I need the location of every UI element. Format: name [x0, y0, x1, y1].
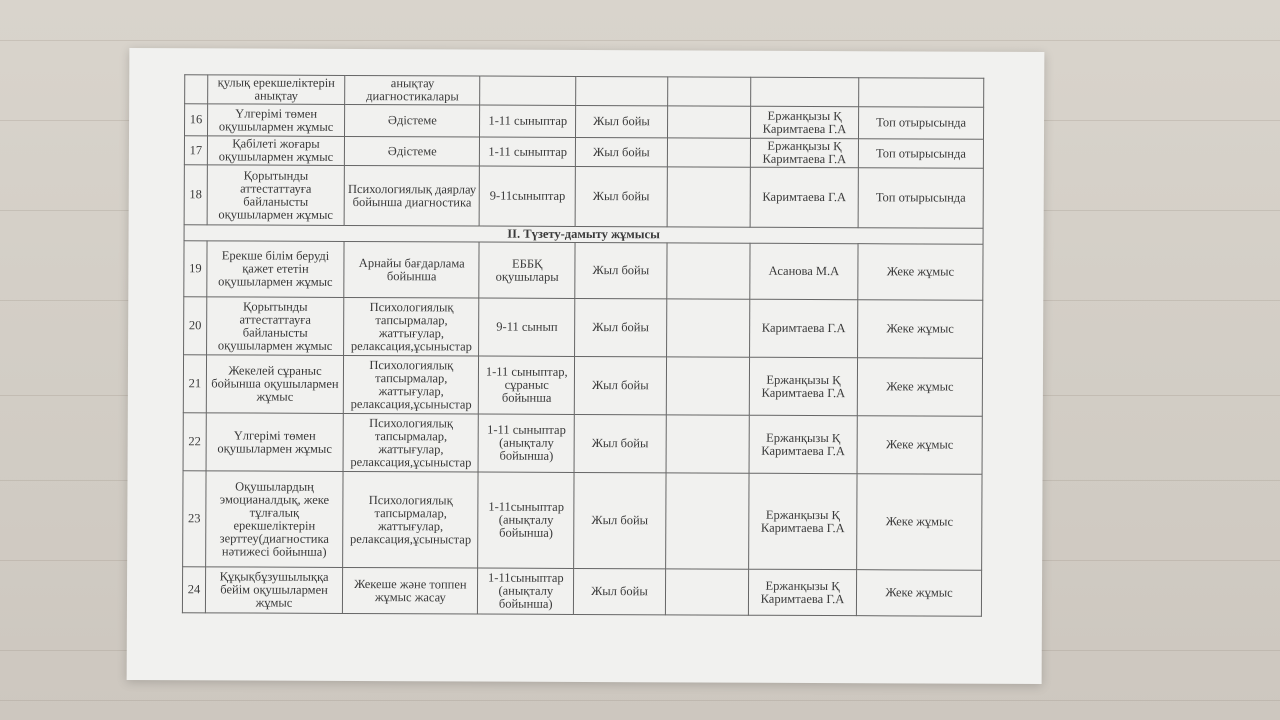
- table-row: [184, 297, 983, 358]
- responsible-cell: Ержанқызы Қ Каримтаева Г.А: [748, 569, 856, 615]
- empty-cell: [667, 77, 750, 106]
- timeframe-cell: Жыл бойы: [574, 568, 666, 614]
- responsible-cell: Каримтаева Г.А: [749, 299, 857, 357]
- note-cell: Жеке жұмыс: [857, 474, 982, 571]
- timeframe-cell: Жыл бойы: [575, 242, 667, 298]
- row-number: 22: [183, 413, 206, 471]
- responsible-cell: Ержанқызы Қ Каримтаева Г.А: [750, 106, 858, 138]
- note-cell: Жеке жұмыс: [858, 300, 983, 359]
- target-group-cell: 1-11сыныптар (анықталу бойынша): [478, 472, 574, 568]
- table-row: [184, 136, 983, 168]
- empty-cell: [667, 138, 750, 167]
- target-group-cell: 9-11 сынып: [479, 298, 575, 356]
- target-group-cell: 9-11сыныптар: [480, 166, 576, 226]
- work-form-cell: Жекеше және топпен жұмыс жасау: [343, 567, 478, 614]
- timeframe-cell: Жыл бойы: [574, 356, 666, 414]
- table-row: [182, 567, 981, 616]
- timeframe-cell: [576, 76, 668, 105]
- row-number: [185, 75, 208, 104]
- timeframe-cell: Жыл бойы: [574, 472, 666, 568]
- responsible-cell: Ержанқызы Қ Каримтаева Г.А: [749, 357, 857, 415]
- note-cell: Топ отырысында: [858, 139, 983, 169]
- target-group-cell: 1-11 сыныптар: [480, 137, 576, 166]
- table-body-part-2: [182, 241, 983, 616]
- target-group-cell: 1-11 сыныптар, сұраныс бойынша: [479, 356, 575, 414]
- responsible-cell: Ержанқызы Қ Каримтаева Г.А: [749, 415, 857, 473]
- row-number: 24: [182, 567, 205, 613]
- work-topic-cell: Ерекше білім беруді қажет ететін оқушылармен жұмыс: [207, 241, 345, 298]
- work-topic-cell: Үлгерімі төмен оқушылармен жұмыс: [207, 104, 344, 137]
- empty-cell: [666, 415, 749, 473]
- plan-table: [182, 74, 984, 616]
- document-page: [127, 48, 1045, 684]
- timeframe-cell: Жыл бойы: [574, 414, 666, 472]
- work-topic-cell: Жекелей сұраныс бойынша оқушылармен жұмыс: [206, 355, 344, 414]
- work-topic-cell: Қорытынды аттестаттауға байланысты оқушылармен жұмыс: [207, 165, 345, 226]
- responsible-cell: Ержанқызы Қ Каримтаева Г.А: [750, 138, 858, 167]
- note-cell: Топ отырысында: [859, 107, 984, 140]
- responsible-cell: Асанова М.А: [750, 243, 858, 299]
- target-group-cell: 1-11 сыныптар: [480, 105, 576, 137]
- row-number: 21: [183, 355, 206, 413]
- empty-cell: [666, 357, 749, 415]
- row-number: 23: [183, 471, 206, 567]
- work-form-cell: анықтау диагностикалары: [345, 75, 480, 105]
- row-number: 16: [185, 104, 208, 136]
- section-title: II. Түзету-дамыту жұмысы: [184, 225, 983, 244]
- target-group-cell: ЕББҚ оқушылары: [479, 242, 575, 298]
- target-group-cell: 1-11сыныптар (анықталу бойынша): [478, 568, 574, 614]
- empty-cell: [667, 106, 750, 138]
- target-group-cell: 1-11 сыныптар (анықталу бойынша): [478, 414, 574, 472]
- work-topic-cell: Қабілеті жоғары оқушылармен жұмыс: [207, 136, 344, 166]
- work-form-cell: Арнайы бағдарлама бойынша: [344, 241, 479, 298]
- work-form-cell: Психологиялық тапсырмалар, жаттығулар, релаксация,ұсыныстар: [343, 355, 478, 414]
- table-row: [184, 165, 983, 228]
- row-number: 19: [184, 241, 207, 297]
- note-cell: Жеке жұмыс: [857, 358, 982, 417]
- empty-cell: [665, 473, 749, 569]
- row-number: 17: [184, 136, 207, 165]
- work-topic-cell: қулық ерекшеліктерін анықтау: [208, 75, 345, 105]
- table-row: [183, 355, 982, 416]
- responsible-cell: Каримтаева Г.А: [750, 167, 858, 227]
- row-number: 18: [184, 165, 207, 225]
- work-form-cell: Әдістеме: [345, 104, 480, 137]
- work-form-cell: Психологиялық тапсырмалар, жаттығулар, релаксация,ұсыныстар: [344, 297, 479, 356]
- table-row: [184, 241, 983, 300]
- table-row: [183, 413, 982, 474]
- empty-cell: [665, 569, 748, 615]
- timeframe-cell: Жыл бойы: [576, 137, 668, 166]
- note-cell: [859, 78, 984, 108]
- table-row: [185, 104, 984, 139]
- responsible-cell: [751, 77, 859, 106]
- empty-cell: [666, 243, 749, 299]
- note-cell: Жеке жұмыс: [857, 570, 982, 617]
- table-body-part-1: [184, 75, 984, 228]
- target-group-cell: [480, 76, 576, 105]
- note-cell: Жеке жұмыс: [858, 244, 983, 301]
- work-topic-cell: Оқушылардың эмоцианалдық, жеке тұлғалық ерекшеліктерін зерттеу(диагностика нәтижесі бойынша): [205, 471, 343, 568]
- empty-cell: [667, 167, 750, 227]
- work-form-cell: Психологиялық тапсырмалар, жаттығулар, релаксация,ұсыныстар: [343, 413, 478, 472]
- table-row: [183, 471, 982, 570]
- work-topic-cell: Қорытынды аттестаттауға байланысты оқушылармен жұмыс: [206, 297, 344, 356]
- timeframe-cell: Жыл бойы: [576, 105, 668, 137]
- note-cell: Топ отырысында: [858, 168, 983, 229]
- work-form-cell: Психологиялық тапсырмалар, жаттығулар, релаксация,ұсыныстар: [343, 471, 479, 568]
- table-row: [185, 75, 984, 107]
- empty-cell: [666, 299, 749, 357]
- work-topic-cell: Құқықбұзушылыққа бейім оқушылармен жұмыс: [205, 567, 343, 614]
- work-topic-cell: Үлгерімі төмен оқушылармен жұмыс: [206, 413, 344, 472]
- work-form-cell: Әдістеме: [345, 136, 480, 166]
- note-cell: Жеке жұмыс: [857, 416, 982, 475]
- timeframe-cell: Жыл бойы: [575, 298, 667, 356]
- row-number: 20: [184, 297, 207, 355]
- timeframe-cell: Жыл бойы: [575, 166, 667, 226]
- responsible-cell: Ержанқызы Қ Каримтаева Г.А: [749, 473, 858, 569]
- work-form-cell: Психологиялық даярлау бойынша диагностика: [344, 165, 479, 226]
